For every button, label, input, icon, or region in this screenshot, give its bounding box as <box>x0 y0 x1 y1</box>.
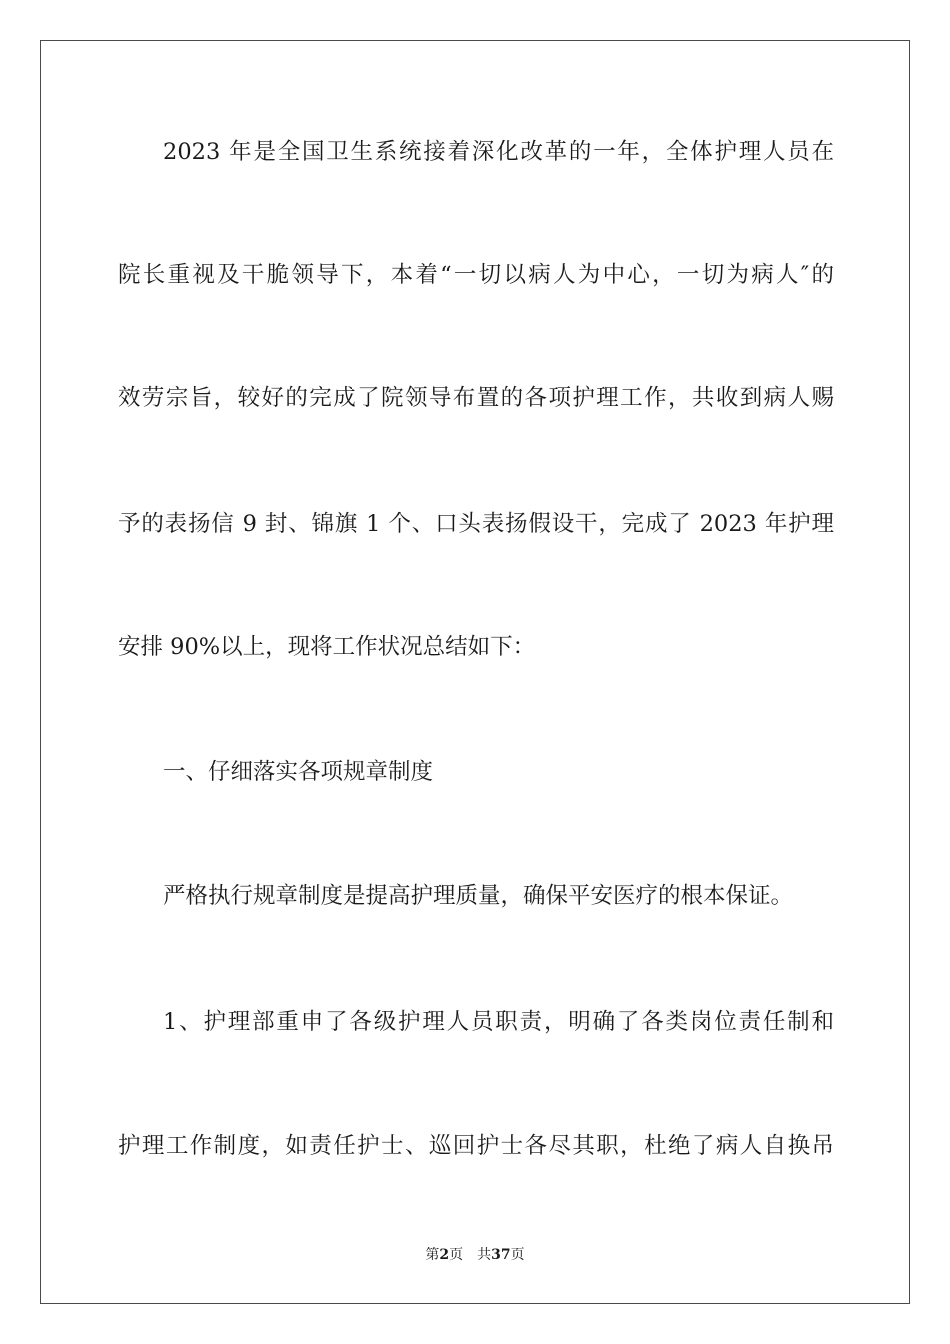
page-suffix: 页 <box>449 1247 464 1263</box>
paragraph-line-7: 严格执行规章制度是提高护理质量，确保平安医疗的根本保证。 <box>163 883 794 909</box>
total-suffix: 页 <box>510 1247 525 1263</box>
page-prefix: 第 <box>425 1247 440 1263</box>
total-pages: 37 <box>491 1247 511 1263</box>
paragraph-line-5: 安排 90%以上，现将工作状况总结如下： <box>118 634 536 660</box>
paragraph-line-2: 院长重视及干脆领导下，本着“一切以病人为中心，一切为病人″的 <box>118 262 834 288</box>
paragraph-line-3: 效劳宗旨，较好的完成了院领导布置的各项护理工作，共收到病人赐 <box>118 385 834 411</box>
paragraph-line-8: 1、护理部重申了各级护理人员职责，明确了各类岗位责任制和 <box>163 1009 834 1035</box>
page-border <box>40 40 910 1304</box>
paragraph-line-9: 护理工作制度，如责任护士、巡回护士各尽其职，杜绝了病人自换吊 <box>118 1133 834 1159</box>
paragraph-line-4: 予的表扬信 9 封、锦旗 1 个、口头表扬假设干，完成了 2023 年护理 <box>118 511 834 537</box>
total-prefix: 共 <box>477 1247 492 1263</box>
page-number: 2 <box>439 1247 450 1263</box>
paragraph-line-1: 2023 年是全国卫生系统接着深化改革的一年，全体护理人员在 <box>163 139 834 165</box>
page-footer <box>0 1246 950 1264</box>
section-heading: 一、仔细落实各项规章制度 <box>163 759 434 785</box>
